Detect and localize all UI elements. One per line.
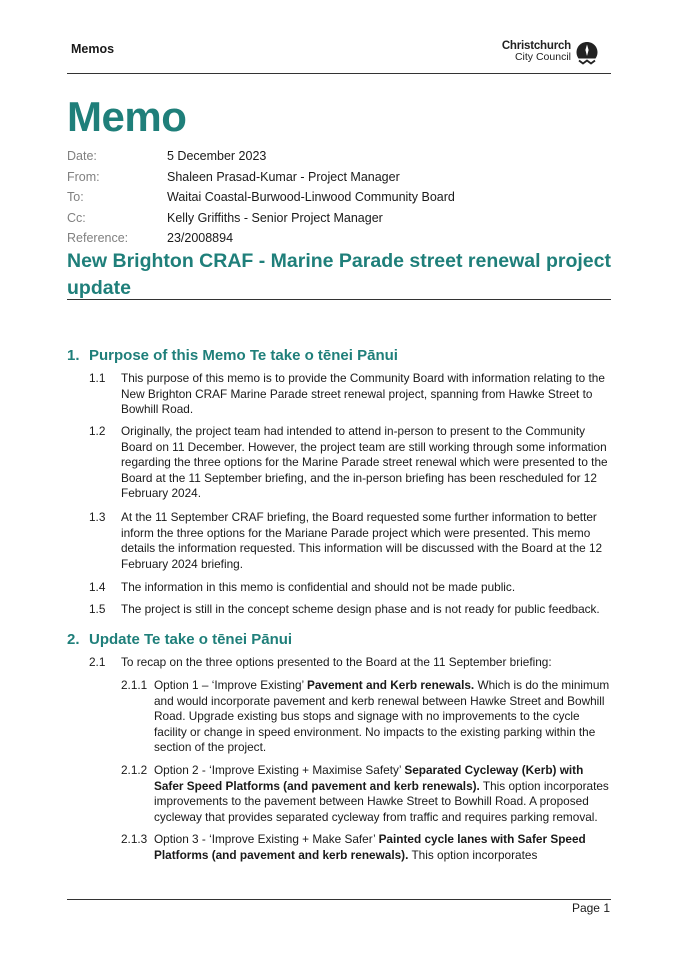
paragraph-2-1-3 [121, 832, 613, 863]
section-number: 2. [67, 631, 80, 648]
paragraph-number: 1.3 [89, 510, 106, 524]
paragraph-number: 1.5 [89, 602, 106, 616]
paragraph-2-1-1 [121, 678, 613, 756]
section-title: Purpose of this Memo Te take o tēnei Pānui [89, 347, 398, 364]
paragraph-number: 2.1.1 [121, 678, 148, 692]
paragraph-text: This purpose of this memo is to provide the Community Board with information relating to the New Brighton CRAF Marine Parade street renewal project, spanning from Hawke Street to Bowhill Road. [121, 371, 605, 416]
paragraph-1-4 [89, 580, 616, 596]
paragraph-2-1 [89, 655, 616, 671]
paragraph-number: 1.4 [89, 580, 106, 594]
paragraph-1-2 [89, 424, 616, 502]
option-description: Which is do the minimum and would incorporate pavement and kerb renewal between Hawke Street and Bowhill Road. Upgrade existing bus stops and signage with no improvements to the cycle facility or change in speed environment. No impacts to the existing parking within the section of the project. [154, 678, 610, 754]
council-logo [497, 41, 609, 69]
memo-title: Memo [67, 93, 187, 140]
meta-value: Waitai Coastal-Burwood-Linwood Community Board [167, 190, 455, 205]
section-number: 1. [67, 347, 80, 364]
paragraph-text: To recap on the three options presented to the Board at the 11 September briefing: [121, 655, 552, 669]
paragraph-text: The information in this memo is confidential and should not be made public. [121, 580, 516, 594]
paragraph-text [154, 763, 613, 825]
header-label: Memos [71, 42, 115, 56]
option-description: This option incorporates improvements to the pavement between Hawke Street to Bowhill Road. A proposed cycleway that provides separated cycleway from traffic and requires parking removal. [154, 778, 609, 824]
title-rule [67, 299, 611, 300]
memo-metadata [67, 146, 627, 249]
meta-row-from [67, 167, 627, 188]
section-heading-update [67, 631, 292, 648]
meta-value: 23/2008894 [167, 231, 234, 246]
paragraph-1-1 [89, 371, 616, 418]
option-description: This option incorporates [408, 847, 538, 862]
option-name: Painted cycle lanes with Safer Speed Platforms (and pavement and kerb renewals). [154, 832, 586, 862]
paragraph-2-1-2 [121, 763, 613, 825]
meta-value: Kelly Griffiths - Senior Project Manager [167, 210, 383, 225]
section-heading-purpose [67, 347, 398, 364]
option-name: Pavement and Kerb renewals. [307, 678, 475, 692]
meta-value: Shaleen Prasad-Kumar - Project Manager [167, 169, 400, 184]
paragraph-text: The project is still in the concept scheme design phase and is not ready for public feedback. [121, 602, 600, 616]
option-intro: Option 2 - ‘Improve Existing + Maximise Safety’ [154, 763, 405, 777]
meta-label: From: [67, 169, 100, 184]
paragraph-number: 2.1.2 [121, 763, 148, 777]
logo-line1: Christchurch [501, 40, 571, 52]
meta-row-reference [67, 228, 627, 249]
document-title: New Brighton CRAF - Marine Parade street renewal project update [67, 250, 611, 299]
paragraph-number: 1.1 [89, 371, 106, 385]
logo-line2: City Council [514, 51, 571, 63]
meta-value: 5 December 2023 [167, 149, 267, 164]
header-rule [67, 73, 611, 74]
page-number: Page 1 [571, 901, 610, 915]
paragraph-1-5 [89, 602, 616, 618]
meta-label: To: [67, 190, 84, 205]
meta-label: Cc: [67, 210, 86, 225]
meta-label: Date: [67, 149, 97, 164]
paragraph-text [154, 832, 613, 863]
option-name: Separated Cycleway (Kerb) with Safer Speed Platforms (and pavement and kerb renewals). [154, 763, 584, 793]
meta-row-cc [67, 208, 627, 229]
paragraph-text [154, 678, 613, 756]
paragraph-text: Originally, the project team had intended to attend in-person to present to the Community Board on 11 December. However, the project team are still working through some information regarding the three options for the Marine Parade street renewal which were presented to the Board at the 11 September briefing, and the in-person briefing has been rescheduled for 12 February 2024. [121, 424, 608, 500]
meta-row-date [67, 146, 627, 167]
cathedral-logo-icon [575, 41, 599, 65]
paragraph-number: 2.1.3 [121, 832, 148, 846]
option-intro: Option 3 - ‘Improve Existing + Make Safer’ [154, 832, 379, 846]
meta-label: Reference: [67, 231, 129, 246]
section-title: Update Te take o tēnei Pānui [89, 631, 293, 648]
paragraph-1-3 [89, 510, 616, 572]
paragraph-number: 2.1 [89, 655, 106, 669]
meta-row-to [67, 187, 627, 208]
option-intro: Option 1 – ‘Improve Existing’ [154, 678, 307, 692]
paragraph-number: 1.2 [89, 424, 106, 438]
footer-rule [67, 899, 611, 900]
paragraph-text: At the 11 September CRAF briefing, the Board requested some further information to better inform the three options for the Mariane Parade project which were presented. This memo details the information requested. This information will be discussed with the Board at the 12 February 2024 briefing. [121, 510, 603, 571]
